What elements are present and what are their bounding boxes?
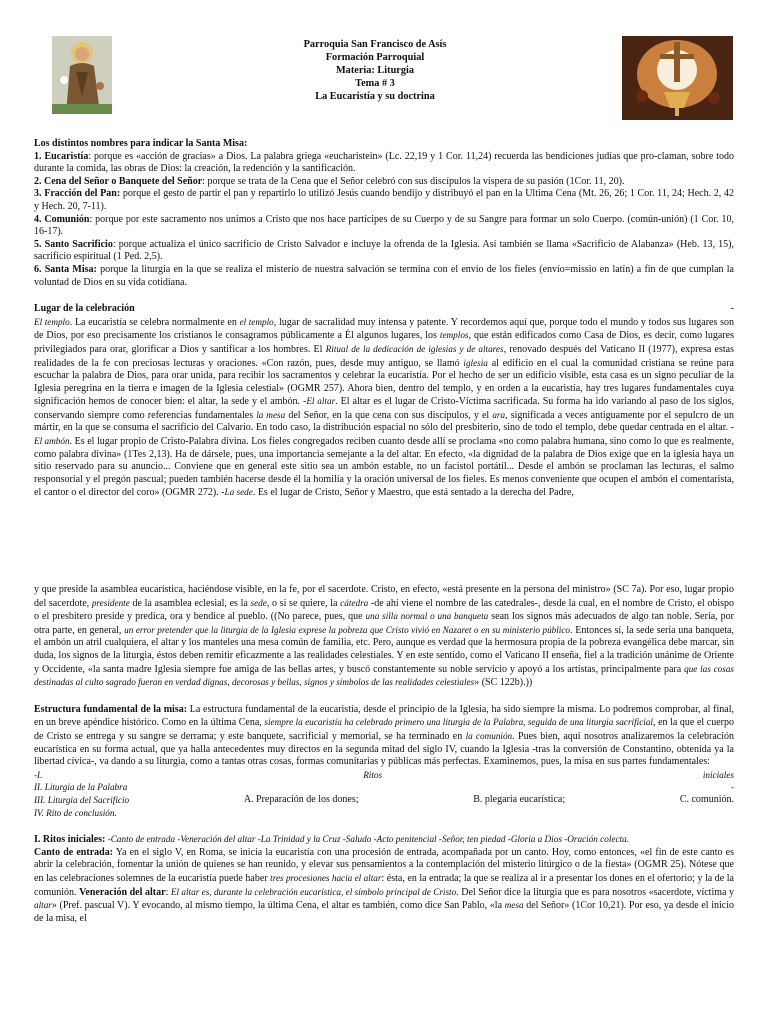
name-item-comunion: 4. Comunión: porque por este sacramento nos unimos a Cristo que nos hace partícipes de su Cuerpo y de su Sangre para formar un solo Cuerpo. (común-unión) (1 Cor. 10, 16-17). [34, 213, 734, 238]
estructura-paragraph: Estructura fundamental de la misa: La estructura fundamental de la eucaristía, desde el principio de la Iglesia, ha sido siempre la misma. Lo podremos comprobar, al final, en un breve apéndice histórico. Como en la última Cena, siempre la eucaristía ha celebrado primero una liturgia de la Palabra, seguida de una liturgia sacrificial, en la que el cuerpo de Cristo se entrega y su sangre se derrama; y este banquete, sacrificial y memorial, se ha terminado en la comunión. Pues bien, aquí nosotros analizaremos la celebración eucarística en su forma actual, que ya halla antecedentes muy directos en la segunda mitad del siglo IV, cuando la Iglesia -tras la conversión de Constantino, obtenida ya la libertad cívica-, va dando a su liturgia, como a tantas otras cosas, formas comunitarias y públicas más perfectas. Examinemos, pues, la misa en sus partes fundamentales: [34, 703, 734, 768]
names-heading: Los distintos nombres para indicar la Santa Misa: [34, 138, 248, 149]
name-item-sacrificio: 5. Santo Sacrificio: porque actualiza el único sacrificio de Cristo Salvador e incluye la ofrenda de la Iglesia. Así también se llama «Sacrificio de Alabanza» (Heb. 13, 15), sacrificio espiritual (1 Ped. 2,5). [34, 238, 734, 263]
name-item-fraccion: 3. Fracción del Pan: porque el gesto de partir el pan y repartirlo lo utilizó Jesús cuando bendijo y distribuyó el pan en la Ultima Cena (Mt. 26, 26; 1 Cor. 11, 24; Hech. 2, 42 y Hech. 20, 7-11). [34, 188, 735, 212]
estructura-part-2: II. Liturgia de la Palabra - [34, 782, 734, 793]
ritos-list: I. Ritos iniciales: -Canto de entrada -Veneración del altar -La Trinidad y la Cruz -Saludo -Acto penitencial -Señor, ten piedad -Gloria a Dios -Oración colecta. [34, 834, 630, 846]
header-line-tema: Tema # 3 [355, 78, 395, 89]
saint-francis-image [52, 36, 112, 114]
header-line-parroquia: Parroquia San Francisco de Asís [303, 39, 447, 50]
eucharist-image [622, 36, 733, 120]
lugar-continuation: y que preside la asamblea eucarística, haciéndose visible, en la fe, por el sacerdote. Cristo, en efecto, «está presente en la persona del ministro» (SC 7a). Por eso, lugar propio del sacerdote, presidente de la asamblea eclesial, es la sede, o si se quiere, la cátedra -de ahí viene el nombre de las catedrales-, desde la cual, en el nombre de Cristo, el obispo o el presbítero preside y predica, ora y bendice al pueblo. ((No parece, pues, que una silla normal o una banqueta sean los signos más adecuados de algo tan noble. Sería, por otra parte, en general, un error pretender que la liturgia de la Iglesia exprese la pobreza que Cristo vivió en Nazaret o en su ministerio público. Entonces sí, la sede sería una banqueta, el ambón un atril cualquiera, el altar y los manteles una mesa común de familia, etc. Pero, aunque es verdad que la hermosura propia de la pobreza evangélica debe marcar, sin duda, los signos de la liturgia, éstos deben remitir eficazmente a las realidades celestiales. Y en este sentido, como el Vaticano II enseña, fiel a la tradición unánime de Oriente y Occidente, «la santa madre Iglesia siempre fue amiga de las bellas artes, y buscó constantemente su noble servicio y apoyó a los artistas, principalmente para que las cosas destinadas al culto sagrado fueran en verdad dignas, decorosas y bellas, signos y símbolos de las realidades celestiales» (SC 122b).)) [34, 584, 735, 689]
header-line-materia: Materia: Liturgia [335, 65, 415, 76]
ritos-canto-paragraph: Canto de entrada: Ya en el siglo V, en Roma, se inicia la eucaristía con una procesión de entrada, acompañada por un canto. Hoy, como entonces, «el fin de este canto es abrir la celebración, fomentar la unión de quienes se han reunido, y elevar sus pensamientos a la contemplación del misterio litúrgico o de la fiesta» (OGMR 25). Nótese que en las celebraciones solemnes de la eucaristía puede haber tres procesiones hacia el altar: ésta, en la entrada; la que se realiza al ir a presentar los dones en el ofertorio; y la de la comunión. Veneración del altar: El altar es, durante la celebración eucarística, el símbolo principal de Cristo. Del Señor dice la liturgia que es para nosotros «sacerdote, víctima y altar» (Pref. pascual V). Y evocando, al mismo tiempo, la última Cena, el altar es también, como dice San Pablo, «la mesa del Señor» (1Cor 10,21). Por eso, ya desde el inicio de la misa, el [34, 846, 735, 924]
document-header [250, 38, 500, 103]
document-body [34, 138, 734, 925]
name-item-cena: 2. Cena del Señor o Banquete del Señor: porque se trata de la Cena que el Señor celebró con sus discípulos la víspera de su pasión (1Cor. 11, 20). [34, 175, 625, 187]
name-item-eucaristia: 1. Eucaristía: porque es «acción de gracias» a Dios. La palabra griega «eucharistein» (Lc. 22,19 y 1 Cor. 11,24) recuerda las bendiciones judías que pro-claman, sobre todo durante la comida, las obras de Dios: la creación, la redención y la santificación. [34, 150, 734, 175]
name-item-misa: 6. Santa Misa: porque la liturgia en la que se realiza el misterio de nuestra salvación se termina con el envío de los fieles (envío=missio en latín) a fin de que cumplan la voluntad de Dios en su vida cotidiana. [34, 263, 734, 288]
header-line-titulo: La Eucaristía y su doctrina [315, 91, 435, 102]
saint-francis-icon [52, 36, 112, 114]
eucharist-icon [622, 36, 733, 120]
lugar-paragraph: El templo. La eucaristía se celebra normalmente en el templo, lugar de sacralidad muy intensa y patente. Y recordemos aquí que, porque todo el mundo y todos sus lugares son de Dios, por eso precisamente los cristianos le consagramos públicamente a Él algunos lugares, los templos, que están edificados como Casa de Dios, es decir, como lugares privilegiados para orar, glorificar a Dios y santificar a los hombres. El Ritual de la dedicación de iglesias y de altares, renovado después del Vaticano II (1977), expresa estas realidades de la fe con preciosas lecturas y oraciones. «Con razón, pues, desde muy antiguo, se llamó iglesia al edificio en el cual la comunidad cristiana se reúne para escuchar la palabra de Dios, para orar unida, para recibir los sacramentos y celebrar la eucaristía. Por el hecho de ser un edificio visible, esta casa es un signo peculiar de la Iglesia peregrina en la tierra e imagen de la Iglesia celestial» (OGMR 257). Ahora bien, dentro del templo, y en orden a la eucaristía, hay tres lugares fundamentales cuya significación hemos de conocer bien: el altar, la sede y el ambón. -El altar. El altar es el lugar de Cristo-Víctima sacrificada. Su forma ha ido variando al paso de los siglos, conservando siempre como referencias fundamentales la mesa del Señor, en la que cena con sus discípulos, y el ara, significada a veces antiguamente por el sepulcro de un mártir, en la que se consuma el sacrificio del Calvario. En todo caso, la distribución espacial no sólo del presbiterio, sino de todo el templo, debe quedar centrada en el altar. -El ambón. Es el lugar propio de Cristo-Palabra divina. Los fieles congregados reciben cuanto desde allí se proclama «no como palabra humana, sino como lo que es realmente, como palabra divina» (1Tes 2,13). Ha de dársele, pues, una importancia semejante a la del altar. En efecto, «la dignidad de la palabra de Dios exige que en la iglesia haya un sitio reservado para su anuncio... Conviene que en general este sitio sea un ambón estable, no un facistol portátil... Desde el ambón se proclaman las lecturas, el salmo responsorial y el pregón pascual; pueden también hacerse desde él la homilía y la oración universal de los fieles. Es menos conveniente que ocupen el ambón el comentarista, el cantor o el director del coro» (OGMR 272). -La sede. Es el lugar de Cristo, Señor y Maestro, que está sentado a la derecha del Padre, [34, 316, 735, 499]
estructura-part-1: -I. Ritos iniciales [34, 769, 734, 780]
estructura-part-3: III. Liturgia del Sacrificio A. Preparación de los dones; B. plegaria eucarística; C. comunión. [34, 793, 734, 805]
lugar-heading: Lugar de la celebración - [34, 303, 734, 315]
estructura-part-4: IV. Rito de conclusión. [34, 807, 117, 818]
header-line-formacion: Formación Parroquial [325, 52, 425, 63]
